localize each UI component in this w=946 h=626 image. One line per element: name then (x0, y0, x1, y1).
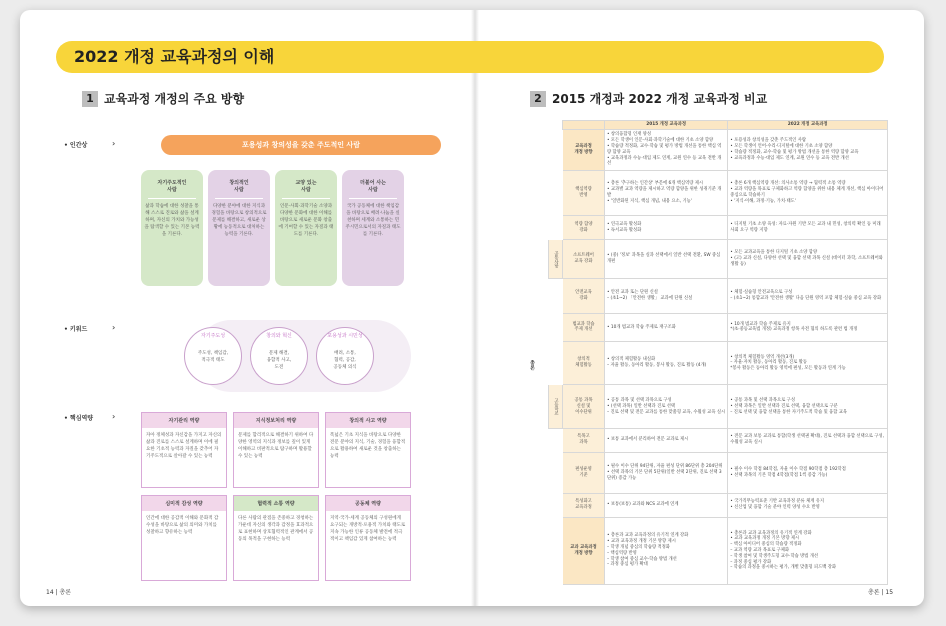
row-group (549, 279, 563, 314)
col-2022: 2022 개정 교육과정 (728, 121, 888, 130)
row-label: 역량 함양 강화 (563, 216, 605, 240)
cell-2015: • 10개 범교과 학습 주제로 재구조화 (605, 313, 728, 341)
table-row (549, 313, 888, 341)
card-cultured: 교양 있는 사람 인문·사회·과학기술 소양과 다양한 문화에 대한 이해를 바탕으로 새로운 문화 창출에 기여할 수 있는 자질과 태도를 기른다. (275, 170, 337, 286)
table-row (549, 216, 888, 240)
competency-self-management: 자기관리 역량 자아 정체성과 자신감을 가지고 자신의 삶과 진로를 스스로 설계하며 이에 필요한 기초적 능력과 자질을 갖추어 자기주도적으로 살아갈 수 있는 능력 (141, 412, 227, 488)
card-creative: 창의적인 사람 다양한 분야에 대한 지식과 경험을 바탕으로 창의적으로 문제를 해결하고, 새로운 상황에 능동적으로 대처하는 능력을 기른다. (208, 170, 270, 286)
row-group (549, 216, 563, 240)
competency-aesthetic: 심미적 감성 역량 인간에 대한 공감적 이해와 문화적 감수성을 바탕으로 삶의 의미와 가치를 성찰하고 향유하는 능력 (141, 495, 227, 581)
cell-2022: • 모든 교과교육을 통한 디지털 기초 소양 함양 • (고) 교과 신설, 다양한 선택 및 융합 선택 과목 신설 (데이터 과학, 소프트웨어와 생활 등) (728, 240, 888, 279)
table-row (549, 342, 888, 385)
competency-creative-thinking: 창의적 사고 역량 폭넓은 기초 지식을 바탕으로 다양한 전문 분야의 지식, 기술, 경험을 융합적으로 활용하여 새로운 것을 창출하는 능력 (325, 412, 411, 488)
chevron-right-icon: › (112, 139, 116, 148)
col-2015: 2015 개정 교육과정 (605, 121, 728, 130)
cell-2022: • 필수 이수 학점 84학점, 자율 이수 학점 90학점 총 192학점 • 선택 과목의 기본 학점 4학점(학점 1씩 증감 가능) (728, 452, 888, 493)
cell-2022: • 공통 과목 및 선택 과목으로 구성 • 선택 과목은 일반 선택과 진로 선택, 융합 선택으로 구분 – 진로 선택 및 융합 선택을 통한 자기주도적 학습 및 융합 교육 (728, 385, 888, 428)
side-label-general: 총론 (529, 360, 535, 370)
table-row (549, 240, 888, 279)
row-group (549, 517, 563, 584)
table-header-row (549, 121, 888, 130)
cell-2015: • 안전 교과 또는 단원 신설 – (초1~2) 「안전한 생활」 교과에 단원 신설 (605, 279, 728, 314)
footer-right: 총론 | 15 (868, 589, 894, 596)
row-group (549, 428, 563, 452)
page-banner-title: 2022 개정 교육과정의 이해 (56, 41, 884, 73)
ideal-person-bar: 포용성과 창의성을 갖춘 주도적인 사람 (161, 135, 441, 155)
competency-communication: 협력적 소통 역량 다른 사람의 관점을 존중하고 경청하는 가운데 자신의 생각과 감정을 효과적으로 표현하며 상호협력적인 관계에서 공동의 목적을 구현하는 능력 (233, 495, 319, 581)
cell-2015: • 보통(보통) 교과와 NCS 교과에 연계 (605, 493, 728, 517)
cell-2022: • 국가직무능력표준 기반 교육과정 분류 체계 유지 • 신산업 및 융합 기술 분야 인력 양성 수요 반영 (728, 493, 888, 517)
cell-2022: • 포용성과 창의성을 갖춘 주도적인 사람 • 모든 학생이 언어·수리·디지털에 대한 기초 소양 함양 • 학습량 적정화, 교수·학습 및 평가 방법 개선을 통한 역량 함양 교육 • 교육과정과 수능·대입 제도 연계, 교원 연수 등 교육 전반 개선 (728, 129, 888, 170)
section-1-header (82, 90, 452, 107)
cell-2022: • 창의적 체험활동 영역 개선(3개) – 자율·자치 활동, 동아리 활동, 진로 활동 *봉사 활동은 동아리 활동 영역에 편성, 모든 활동과 연계 가능 (728, 342, 888, 385)
cell-2015: • 총론과 교과 교육과정의 유기적 연계 강화 • 교과 교육과정 개정 기본 방향 제시 – 학생 개념 중심의 학습량 적정화 – 핵심역량 반영 – 학생 참여 중심 교수·학습 방법 개선 – 과정 중심 평가 확대 (605, 517, 728, 584)
table-row (549, 452, 888, 493)
footer-left: 14 | 총론 (46, 589, 72, 596)
section-title: 교육과정 개정의 주요 방향 (104, 92, 245, 106)
table-row (549, 493, 888, 517)
row-label: 특성화고 교육과정 (563, 493, 605, 517)
cell-2015: • 창의융합형 인재 양성 • 모든 학생이 인문·사회·과학기술에 대한 기초 소양 함양 • 학습량 적정화, 교수·학습 및 평가 방법 개선을 통한 핵심 역량 함양 교육 • 교육과정과 수능·대입 제도 연계, 교원 연수 등 교육 전반 개선 (605, 129, 728, 170)
row-group: 공통사항 (549, 240, 563, 279)
row-label-competency: • 핵심역량 › (64, 412, 116, 422)
cell-2015: • 보통 교과에서 분리하여 전문 교과로 제시 (605, 428, 728, 452)
row-group (549, 493, 563, 517)
table-row (549, 428, 888, 452)
row-group (549, 129, 563, 170)
section-2-header (530, 90, 900, 107)
table-row (549, 129, 888, 170)
keyword-innovation: 창의와 혁신 문제 해결, 융합적 사고, 도전 (250, 327, 308, 385)
row-group (549, 170, 563, 216)
cell-2015: • 공통 과목 및 선택 과목으로 구성 • (선택 과목) 일반 선택과 진로 선택 – 진로 선택 및 전문 교과를 통한 맞춤형 교육, 수월성 교육 실시 (605, 385, 728, 428)
row-label: 소프트웨어 교육 강화 (563, 240, 605, 279)
chevron-right-icon: › (112, 323, 116, 332)
row-label: 특목고 과목 (563, 428, 605, 452)
comparison-table (548, 120, 888, 585)
cell-2022: • 10개 범교과 학습 주제로 유지 *(초·중등교육법 개정) 교육과정 항목 사전 협의 하도록 관련 법 개정 (728, 313, 888, 341)
keyword-autonomy: 자기주도성 주도성, 책임감, 적극적 태도 (184, 327, 242, 385)
cell-2022: • 총론과 교과 교육과정의 유기적 연계 강화 • 교과 교육과정 개정 기본 방향 제시 – 핵심 아이디어 중심의 학습량 적정화 – 교과 역량 교과 목표로 구체화 – 학생 참여 및 학생주도형 교수·학습 방법 개선 – 과정 중심 평가 강화 – 학습의 과정을 중시하는 평가, 개별 맞춤형 피드백 강화 (728, 517, 888, 584)
table-row (549, 517, 888, 584)
row-label: 핵심역량 반영 (563, 170, 605, 216)
row-group (549, 313, 563, 341)
cell-2015: • 창의적 체험활동 내실화 – 자율 활동, 동아리 활동, 봉사 활동, 진로 활동 (4개) (605, 342, 728, 385)
cell-2015: • 연극교육 활성화 • 독서교육 활성화 (605, 216, 728, 240)
row-label: 창의적 체험활동 (563, 342, 605, 385)
competency-community: 공동체 역량 지역·국가·세계 공동체의 구성원에게 요구되는 개방적·포용적 가치와 태도로 지속 가능한 인류 공동체 발전에 적극적이고 책임감 있게 참여하는 능력 (325, 495, 411, 581)
cell-2015: • 총론 '추구하는 인간상' 부문에 6개 핵심역량 제시 • 교과별 교과 역량을 제시하고 역량 함양을 위한 성취기준 개발 • '일반화된 지식, 핵심 개념, 내용 요소, 기능' (605, 170, 728, 216)
row-label: 교육과정 개정 방향 (563, 129, 605, 170)
page-gutter (471, 10, 479, 606)
row-group (549, 452, 563, 493)
section-number: 1 (82, 91, 98, 107)
section-title: 2015 개정과 2022 개정 교육과정 비교 (552, 92, 768, 106)
table-row (549, 385, 888, 428)
row-label: 편성운영 기준 (563, 452, 605, 493)
card-living-together: 더불어 사는 사람 국가 공동체에 대한 책임감을 바탕으로 배려·나눔을 실천하며 세계와 소통하는 민주시민으로서의 자질과 태도를 기른다. (342, 170, 404, 286)
table-row (549, 279, 888, 314)
row-label: 범교과 학습 주제 개선 (563, 313, 605, 341)
cell-2022: • 전문 교과 보통 교과로 통합(학생 선택권 확대), 진로 선택과 융합 선택으로 구성, 수월성 교육 실시 (728, 428, 888, 452)
cell-2022: • 총론 6개 핵심역량 개선: 의사소통 역량 → 협력적 소통 역량 • 교과 역량을 목표로 구체화하고 역량 함양을 위한 내용 체계 개선, 핵심 아이디어 중심으로 학습하기 • '지식·이해, 과정·기능, 가치·태도' (728, 170, 888, 216)
section-number: 2 (530, 91, 546, 107)
row-label-keyword: • 키워드 › (64, 323, 116, 333)
row-label-human: • 인간상 › (64, 139, 116, 149)
row-label: 공통 과목 신설 및 이수단위 (563, 385, 605, 428)
chevron-right-icon: › (112, 412, 116, 421)
cell-2022: • 디지털 기초 소양 육성: 자료·자원 기반 모든 교과 내 민성, 창의력 확인 등 미래 사회 요구 역량 지향 (728, 216, 888, 240)
row-group: 고등학교 (549, 385, 563, 428)
cell-2015: • 필수 이수 단위 94단위, 자율 편성 단위 86단위 총 204단위 • 선택 과목의 기본 단위 5단위(일반 선택 2단위, 진로 선택 3단위) 증감 가능 (605, 452, 728, 493)
row-label: 교과 교육과정 개정 방향 (563, 517, 605, 584)
cell-2022: • 체험·실습형 안전교육으로 구성 – (초1~2) 통합교과 '안전한 생활' 다음 단원 영역 포함 체험·실습 중심 교육 강화 (728, 279, 888, 314)
row-label: 안전교육 강화 (563, 279, 605, 314)
competency-knowledge: 지식정보처리 역량 문제를 합리적으로 해결하기 위하여 다양한 영역의 지식과 정보를 깊이 있게 이해하고 비판적으로 탐구하며 활용할 수 있는 능력 (233, 412, 319, 488)
row-group (549, 342, 563, 385)
card-self-directed: 자기주도적인 사람 삶과 학습에 대한 성찰을 통해 스스로 진로와 삶을 설계하며, 자신의 가치와 가능성을 탐색할 수 있는 기본 능력을 기른다. (141, 170, 203, 286)
keyword-inclusion: 포용성과 시민성 배려, 소통, 협력, 공감, 공동체 의식 (316, 327, 374, 385)
book-spread (20, 10, 924, 606)
table-row (549, 170, 888, 216)
cell-2015: • (중) '정보' 과목을 실과 선택에서 일반 선택 전환, SW 중심 개편 (605, 240, 728, 279)
